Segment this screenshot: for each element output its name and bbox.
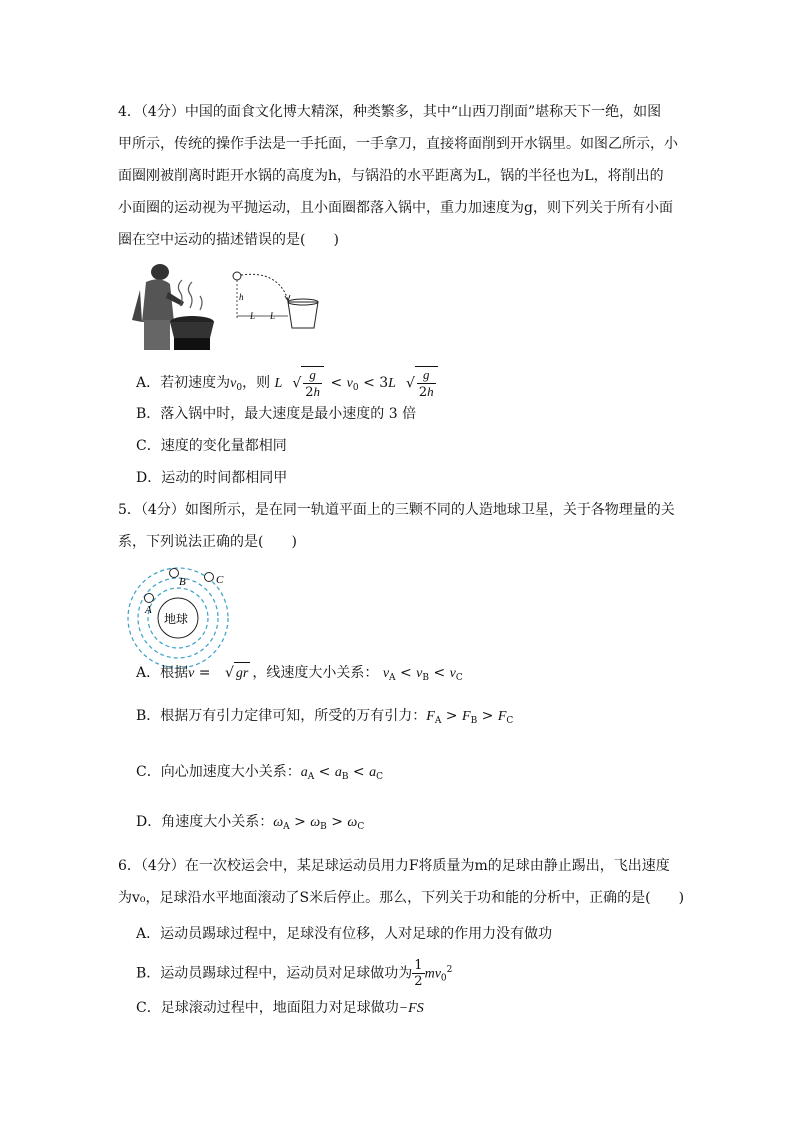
q6-option-a: A．运动员踢球过程中，足球没有位移，人对足球的作用力没有做功 (136, 926, 553, 942)
label-L2: L (270, 311, 276, 321)
q6-option-c-formula: −FS (398, 1001, 424, 1016)
q4-option-b: B．落入锅中时，最大速度是最小速度的 3 倍 (136, 406, 417, 422)
q5-option-d: D．角速度大小关系：$\omega_A > \omega_B > \omega_C$ (136, 814, 365, 832)
q4-option-d: D．运动的时间都相同甲 (136, 470, 288, 486)
q4-option-c: C．速度的变化量都相同 (136, 438, 287, 454)
q5-line-1: 5．（4分）如图所示，是在同一轨道平面上的三颗不同的人造地球卫星，关于各物理量的关 (118, 502, 675, 518)
q4-line-1: 4．（4分）中国的面食文化博大精深，种类繁多，其中“山西刀削面”堪称天下一绝，如图 (118, 104, 662, 120)
label-B: B (179, 576, 186, 588)
q4-line-5: 圈在空中运动的描述错误的是( ) (118, 232, 339, 248)
q6-option-b: B．运动员踢球过程中，运动员对足球做功为 $\frac{1}{2}$ $mv_0^2$ (136, 958, 453, 989)
q5-option-c: C．向心加速度大小关系：$a_A < a_B < a_C$ (136, 764, 384, 782)
q4-option-a: A．若初速度为$v_0$，则 L √ $\frac{g}{2h}$ < $v_0 < 3L$ √ $\frac{g}{2h}$ (136, 366, 440, 400)
q4-line-2: 甲所示，传统的操作手法是一手托面，一手拿刀，直接将面削到开水锅里。如图乙所示，小 (118, 136, 678, 152)
q5-line-2: 系，下列说法正确的是( ) (118, 534, 297, 550)
q5-option-a: A．根据v = √ gr ，线速度大小关系： $v_A < v_B < v_C$ (136, 662, 463, 688)
label-L1: L (250, 311, 256, 321)
q6-line-2: 为v₀，足球沿水平地面滚动了S米后停止。那么，下列关于功和能的分析中，正确的是( ) (118, 890, 685, 906)
label-A: A (145, 604, 152, 616)
q6-option-c: C．足球滚动过程中，地面阻力对足球做功−FS (136, 1000, 424, 1016)
label-h: h (239, 292, 244, 302)
noodle-chef-figure (124, 262, 214, 352)
earth-label: 地球 (164, 612, 189, 626)
q6-line-1: 6．（4分）在一次校运会中，某足球运动员用力F将质量为m的足球由静止踢出，飞出速度 (118, 858, 670, 874)
q5-option-b: B．根据万有引力定律可知，所受的万有引力：$F_A > F_B > F_C$ (136, 708, 514, 726)
label-C: C (216, 574, 224, 586)
q4-line-4: 小面圈的运动视为平抛运动，且小面圈都落入锅中，重力加速度为g，则下列关于所有小面 (118, 200, 673, 216)
satellite-orbit-figure (122, 566, 236, 670)
q4-line-3: 面圈刚被削离时距开水锅的高度为h，与锅沿的水平距离为L，锅的半径也为L，将削出的 (118, 168, 664, 184)
trajectory-figure (228, 264, 324, 332)
